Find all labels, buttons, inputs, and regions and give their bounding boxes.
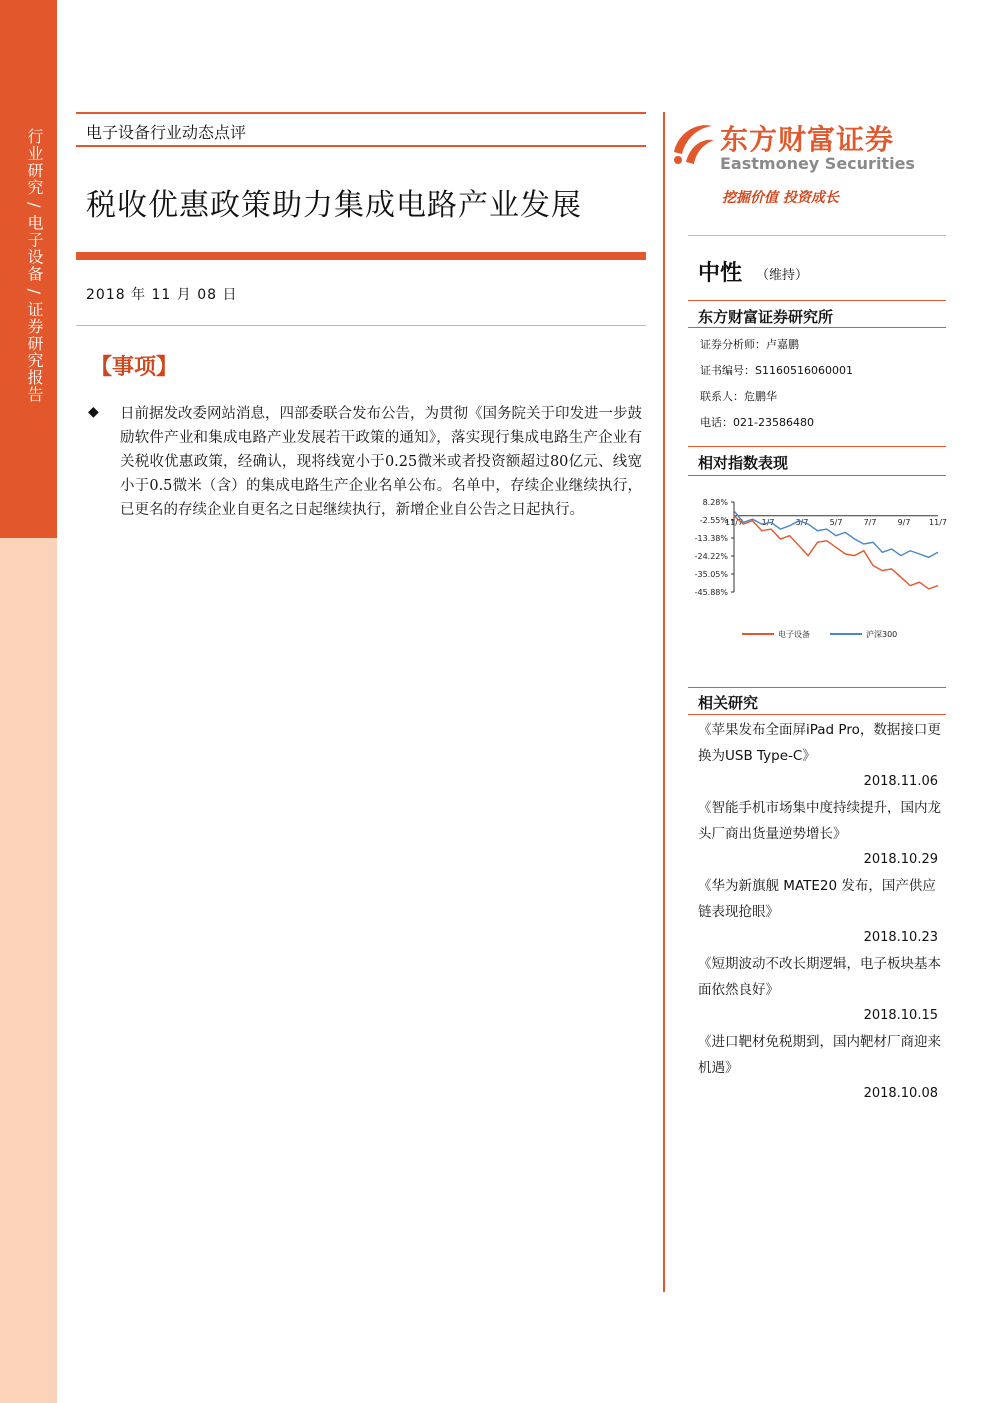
related-item[interactable]: 《苹果发布全面屏iPad Pro，数据接口更换为USB Type-C》	[698, 722, 941, 764]
legend-label: 沪深300	[866, 630, 898, 639]
column-divider	[663, 112, 665, 1292]
x-tick-label: 7/7	[863, 517, 877, 527]
x-tick-label: 5/7	[829, 517, 843, 527]
y-tick-label: -45.88%	[694, 588, 728, 597]
related-date: 2018.10.29	[863, 852, 938, 867]
rating-divider	[688, 300, 946, 301]
related-divider-top	[688, 687, 946, 688]
contact: 联系人：危鹏华	[700, 390, 777, 403]
related-date: 2018.10.08	[863, 1086, 938, 1101]
related-date: 2018.10.23	[863, 930, 938, 945]
chart-divider-top	[688, 446, 946, 447]
header-rule-top	[76, 112, 646, 114]
rating-label: 中性	[698, 261, 743, 286]
legend-label: 电子设备	[778, 630, 810, 639]
x-tick-label: 11/7	[929, 517, 947, 527]
rating-note: （维持）	[756, 268, 809, 283]
cert-number: 证书编号：S1160516060001	[700, 364, 853, 377]
brand-slogan: 挖掘价值 投资成长	[722, 190, 839, 206]
brand-name-en: Eastmoney Securities	[720, 154, 915, 173]
report-type: 电子设备行业动态点评	[86, 123, 247, 142]
chart-section-title: 相对指数表现	[698, 454, 789, 472]
title-bar	[76, 252, 646, 260]
related-divider	[688, 714, 946, 715]
y-tick-label: -24.22%	[694, 552, 728, 562]
date-divider	[76, 325, 646, 326]
related-title: 相关研究	[698, 694, 759, 712]
page-title: 税收优惠政策助力集成电路产业发展	[86, 188, 582, 223]
phone: 电话：021-23586480	[700, 416, 814, 429]
institute-divider	[688, 327, 946, 328]
analyst: 证券分析师：卢嘉鹏	[700, 338, 799, 351]
brand-logo-icon	[668, 118, 716, 168]
header-rule-mid	[76, 145, 646, 147]
x-tick-label: 3/7	[795, 517, 809, 527]
bullet-icon: ◆	[88, 404, 99, 420]
institute-name: 东方财富证券研究所	[698, 308, 834, 326]
relative-index-chart	[686, 490, 948, 650]
y-tick-label: 8.28%	[702, 498, 728, 507]
y-tick-label: -2.55%	[699, 515, 728, 525]
rating-divider-top	[688, 235, 946, 236]
related-item[interactable]: 《智能手机市场集中度持续提升，国内龙头厂商出货量逆势增长》	[698, 800, 941, 842]
related-item[interactable]: 《进口靶材免税期到，国内靶材厂商迎来机遇》	[698, 1034, 941, 1076]
x-tick-label: 9/7	[897, 517, 911, 527]
related-date: 2018.11.06	[863, 774, 938, 789]
y-tick-label: -35.05%	[694, 570, 728, 580]
report-date: 2018 年 11 月 08 日	[86, 287, 238, 303]
brand-name: 东方财富证券	[720, 123, 895, 156]
sidebar-label: 行业研究 / 电子设备 / 证券研究报告	[25, 128, 44, 404]
body-paragraph: 日前据发改委网站消息，四部委联合发布公告，为贯彻《国务院关于印发进一步鼓励软件产业和集成电路产业发展若干政策的通知》，落实现行集成电路生产企业有关税收优惠政策，经确认，现将线宽小于0.25微米或者投资额超过80亿元、线宽小于0.5微米（含）的集成电路生产企业名单公布。名单中，存续企业继续执行，已更名的存续企业自更名之日起继续执行，新增企业自公告之日起执行。	[120, 406, 642, 518]
chart-divider	[688, 475, 946, 476]
y-tick-label: -13.38%	[694, 533, 728, 543]
related-item[interactable]: 《短期波动不改长期逻辑，电子板块基本面依然良好》	[698, 956, 941, 998]
x-tick-label: 11/7	[725, 517, 743, 527]
related-item[interactable]: 《华为新旗舰 MATE20 发布，国产供应链表现抢眼》	[698, 878, 936, 920]
section-heading: 【事项】	[90, 355, 179, 380]
related-date: 2018.10.15	[863, 1008, 938, 1023]
x-tick-label: 1/7	[761, 517, 775, 527]
sidebar-band-light	[0, 538, 57, 1403]
